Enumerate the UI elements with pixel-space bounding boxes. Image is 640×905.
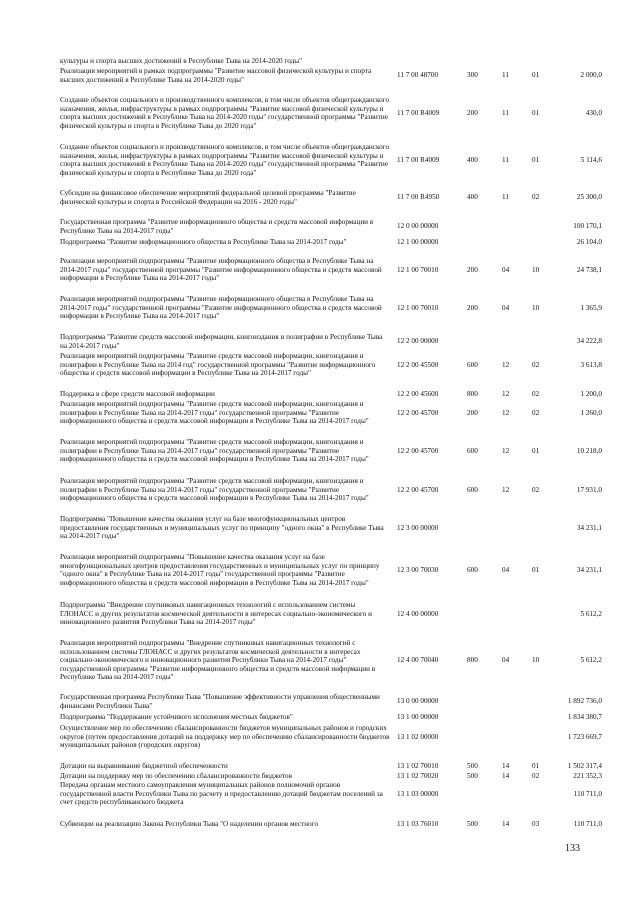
row-rz: 04 <box>502 303 510 312</box>
row-description: Подпрограмма "Развитие информационного общества в Республике Тыва на 2014-2017 годы" <box>60 238 347 246</box>
row-amount: 34 222,8 <box>576 337 602 346</box>
row-code: 12 3 00 70030 <box>397 565 439 574</box>
row-pr: 02 <box>532 485 540 494</box>
row-code: 12 1 00 00000 <box>397 238 439 246</box>
row-amount: 1 200,0 <box>580 390 602 398</box>
row-pr: 01 <box>532 446 540 455</box>
row-amount: 5 612,2 <box>580 656 602 665</box>
row-amount: 5 612,2 <box>580 609 602 618</box>
row-vr: 200 <box>467 303 478 312</box>
row-rz: 11 <box>502 193 509 202</box>
row-code: 11 7 00 R4950 <box>397 193 440 202</box>
row-code: 12 4 00 70040 <box>397 656 439 665</box>
row-amount: 100 170,1 <box>573 222 602 231</box>
row-description: Реализация мероприятий подпрограммы "Развитие средств массовой информации, книгоиздания и полиграфии в Республике Тыва на 2014 год" государственной программы "Развитие информационного общества и средств массовой информации в Республике Тыва на 2014-2017 годы" <box>60 352 376 378</box>
row-description: Поддержка в сфере средств массовой информации <box>60 390 215 398</box>
row-code: 12 1 00 70010 <box>397 303 439 312</box>
row-code: 13 1 02 00000 <box>397 732 439 741</box>
row-code: 13 1 03 00000 <box>397 789 439 798</box>
row-amount: 430,0 <box>585 108 602 117</box>
row-vr: 300 <box>467 71 478 80</box>
row-description: Создание объектов социального и производственного комплексов, в том числе объектов общегражданского назначения, жилья, инфраструктуры в рамках подпрограммы "Развитие массовой физической культуры и спорта высших достижений в Республике Тыва на 2014-2020 годы" государственной программы "Развитие физической культуры и спорта в Республике Тыва до 2020 года" <box>60 96 390 130</box>
row-code: 13 1 02 70020 <box>397 772 439 780</box>
row-vr: 800 <box>467 656 478 665</box>
row-description: Реализация мероприятий в рамках подпрограммы "Развитие массовой физической культуры и спорта высших достижений в Республике Тыва на 2014-2020 годы" <box>60 67 372 84</box>
row-pr: 10 <box>532 656 540 665</box>
row-rz: 04 <box>502 265 510 274</box>
row-description: культуры и спорта высших достижений в Республике Тыва на 2014-2020 годы" <box>60 57 302 65</box>
row-description: Подпрограмма "Поддержание устойчивого исполнения местных бюджетов" <box>60 713 293 721</box>
row-code: 12 3 00 00000 <box>397 523 439 532</box>
row-code: 11 7 00 48700 <box>397 71 439 80</box>
row-amount: 1 365,9 <box>580 303 602 312</box>
row-pr: 01 <box>532 108 540 117</box>
row-amount: 1 260,0 <box>580 408 602 417</box>
row-rz: 12 <box>502 446 510 455</box>
row-description: Реализация мероприятий подпрограммы "Развитие информационного общества в Республике Тыва на 2014-2017 годы" государственной программы "Развитие информационного общества и средств массовой информации в Республике Тыва на 2014-2017 годы" <box>60 295 382 321</box>
row-code: 12 2 00 45700 <box>397 485 439 494</box>
row-vr: 600 <box>467 565 478 574</box>
row-code: 11 7 00 R4009 <box>397 108 440 117</box>
row-rz: 12 <box>502 408 510 417</box>
row-description: Государственная программа Республики Тыва "Повышение эффективности управления общественными финансами Республики Тыва" <box>60 693 380 710</box>
row-vr: 200 <box>467 265 478 274</box>
row-code: 13 1 02 70010 <box>397 762 439 770</box>
row-description: Реализация мероприятий подпрограммы "Развитие информационного общества в Республике Тыва на 2014-2017 годы" государственной программы "Развитие информационного общества и средств массовой информации в Республике Тыва на 2014-2017 годы" <box>60 257 382 283</box>
row-rz: 14 <box>502 772 510 780</box>
row-rz: 12 <box>502 390 510 398</box>
row-description: Реализация мероприятий подпрограммы "Повышение качества оказания услуг на базе многофункциональных центров предоставления государственных и муниципальных услуг по принципу "одного окна" в Республике Тыва на 2014-2017 годы" государственной программы "Развитие информационного общества и средств массовой информации в Республике Тыва на 2014-2017 годы" <box>60 553 380 587</box>
page-number: 133 <box>565 843 580 854</box>
row-description: Субсидии на финансовое обеспечение мероприятий федеральной целевой программы "Развитие физической культуры и спорта в Российской Федерации на 2016 - 2020 годы" <box>60 189 356 206</box>
row-pr: 10 <box>532 265 540 274</box>
row-code: 13 0 00 00000 <box>397 697 439 706</box>
row-amount: 1 502 317,4 <box>567 762 602 770</box>
row-rz: 11 <box>502 71 509 80</box>
row-description: Осуществление мер по обеспечению сбалансированности бюджетов муниципальных районов и городских округов (путем предоставления дотаций на поддержку мер по обеспечению сбалансированности бюджетов муниципальных районов (городских округов) <box>60 724 390 750</box>
row-pr: 03 <box>532 820 540 828</box>
row-amount: 1 723 669,7 <box>567 732 602 741</box>
row-amount: 26 104,0 <box>576 238 602 246</box>
row-code: 12 2 00 00000 <box>397 337 439 346</box>
row-vr: 500 <box>467 762 478 770</box>
row-rz: 11 <box>502 155 509 164</box>
row-amount: 34 231,1 <box>576 565 602 574</box>
row-code: 13 1 00 00000 <box>397 713 439 721</box>
row-description: Подпрограмма "Повышение качества оказания услуг на базе многофункциональных центров предоставления государственных и муниципальных услуг по принципу "одного окна" в Республике Тыва на 2014-2017 годы" <box>60 515 384 541</box>
row-pr: 02 <box>532 193 540 202</box>
row-description: Реализация мероприятий подпрограммы "Развитие средств массовой информации, книгоиздания и полиграфии в Республике Тыва на 2014-2017 годы" государственной программы "Развитие информационного общества и средств массовой информации в Республике Тыва на 2014-2017 годы" <box>60 400 369 426</box>
row-code: 12 2 00 45700 <box>397 446 439 455</box>
row-amount: 110 711,0 <box>573 820 602 828</box>
row-description: Подпрограмма "Внедрение спутниковых навигационных технологий с использованием системы ГЛОНАСС и других результатов космической деятельности в интересах социально-экономического и инновационного развития Республики Тыва на 2014-2017 годы" <box>60 601 372 627</box>
row-amount: 221 352,3 <box>573 772 602 780</box>
row-code: 13 1 03 76010 <box>397 820 439 828</box>
row-amount: 17 931,0 <box>576 485 602 494</box>
row-pr: 01 <box>532 762 540 770</box>
row-pr: 01 <box>532 71 540 80</box>
row-vr: 500 <box>467 772 478 780</box>
row-amount: 3 613,8 <box>580 360 602 369</box>
row-code: 12 0 00 00000 <box>397 222 439 231</box>
row-amount: 10 218,0 <box>576 446 602 455</box>
row-amount: 5 114,6 <box>580 155 602 164</box>
row-rz: 14 <box>502 820 510 828</box>
row-code: 12 2 00 45700 <box>397 408 439 417</box>
row-vr: 200 <box>467 408 478 417</box>
row-vr: 400 <box>467 193 478 202</box>
row-code: 12 2 00 45600 <box>397 390 439 398</box>
row-pr: 01 <box>532 565 540 574</box>
row-code: 11 7 00 R4009 <box>397 155 440 164</box>
row-code: 12 4 00 00000 <box>397 609 439 618</box>
row-amount: 1 892 736,0 <box>567 697 602 706</box>
row-amount: 34 231,1 <box>576 523 602 532</box>
row-description: Создание объектов социального и производственного комплексов, в том числе объектов общегражданского назначения, жилья, инфраструктуры в рамках подпрограммы "Развитие массовой физической культуры и спорта высших достижений в Республике Тыва на 2014-2020 годы" государственной программы "Развитие физической культуры и спорта в Республике Тыва до 2020 года" <box>60 143 390 177</box>
row-description: Подпрограмма "Развитие средств массовой информации, книгоиздания и полиграфии в Республике Тыва на 2014-2017 годы" <box>60 333 383 350</box>
row-pr: 02 <box>532 390 540 398</box>
row-description: Передача органам местного самоуправления муниципальных районов полномочий органов государственной власти Республики Тыва по расчету и предоставлению дотаций бюджетам поселений за счет средств республиканского бюджета <box>60 781 383 807</box>
row-amount: 25 300,0 <box>576 193 602 202</box>
row-rz: 11 <box>502 108 509 117</box>
row-amount: 2 000,0 <box>580 71 602 80</box>
row-description: Реализация мероприятий подпрограммы "Развитие средств массовой информации, книгоиздания и полиграфии в Республике Тыва на 2014-2017 годы" государственной программы "Развитие информационного общества и средств массовой информации в Республике Тыва на 2014-2017 годы" <box>60 438 369 464</box>
row-rz: 12 <box>502 360 510 369</box>
row-pr: 02 <box>532 408 540 417</box>
row-vr: 600 <box>467 360 478 369</box>
row-vr: 600 <box>467 485 478 494</box>
row-amount: 24 738,1 <box>576 265 602 274</box>
row-description: Субвенции на реализацию Закона Республики Тыва "О наделении органов местного <box>60 820 319 828</box>
row-pr: 10 <box>532 303 540 312</box>
row-amount: 1 834 380,7 <box>567 713 602 721</box>
row-vr: 600 <box>467 446 478 455</box>
row-description: Дотации на выравнивание бюджетной обеспеченности <box>60 762 228 770</box>
row-rz: 14 <box>502 762 510 770</box>
row-description: Государственная программа "Развитие информационного общества и средств массовой информации в Республике Тыва на 2014-2017 годы" <box>60 218 374 235</box>
row-rz: 04 <box>502 656 510 665</box>
row-vr: 200 <box>467 108 478 117</box>
row-code: 12 2 00 45500 <box>397 360 439 369</box>
row-vr: 400 <box>467 155 478 164</box>
row-description: Реализация мероприятий подпрограммы "Внедрение спутниковых навигационных технологий с использованием системы ГЛОНАСС и других результатов космической деятельности в интересах социально-экономического и инновационного развития Республики Тыва на 2014-2017 годы" государственной программы "Развитие информационного общества и средств массовой информации в Республике Тыва на 2014-2017 годы" <box>60 639 376 682</box>
row-pr: 02 <box>532 772 540 780</box>
row-pr: 01 <box>532 155 540 164</box>
row-description: Дотации на поддержку мер по обеспечению сбалансированности бюджетов <box>60 772 293 780</box>
row-vr: 800 <box>467 390 478 398</box>
row-code: 12 1 00 70010 <box>397 265 439 274</box>
row-rz: 12 <box>502 485 510 494</box>
row-vr: 500 <box>467 820 478 828</box>
row-amount: 110 711,0 <box>573 789 602 798</box>
row-description: Реализация мероприятий подпрограммы "Развитие средств массовой информации, книгоиздания и полиграфии в Республике Тыва на 2014-2017 годы" государственной программы "Развитие информационного общества и средств массовой информации в Республике Тыва на 2014-2017 годы" <box>60 477 369 503</box>
row-rz: 04 <box>502 565 510 574</box>
row-pr: 02 <box>532 360 540 369</box>
